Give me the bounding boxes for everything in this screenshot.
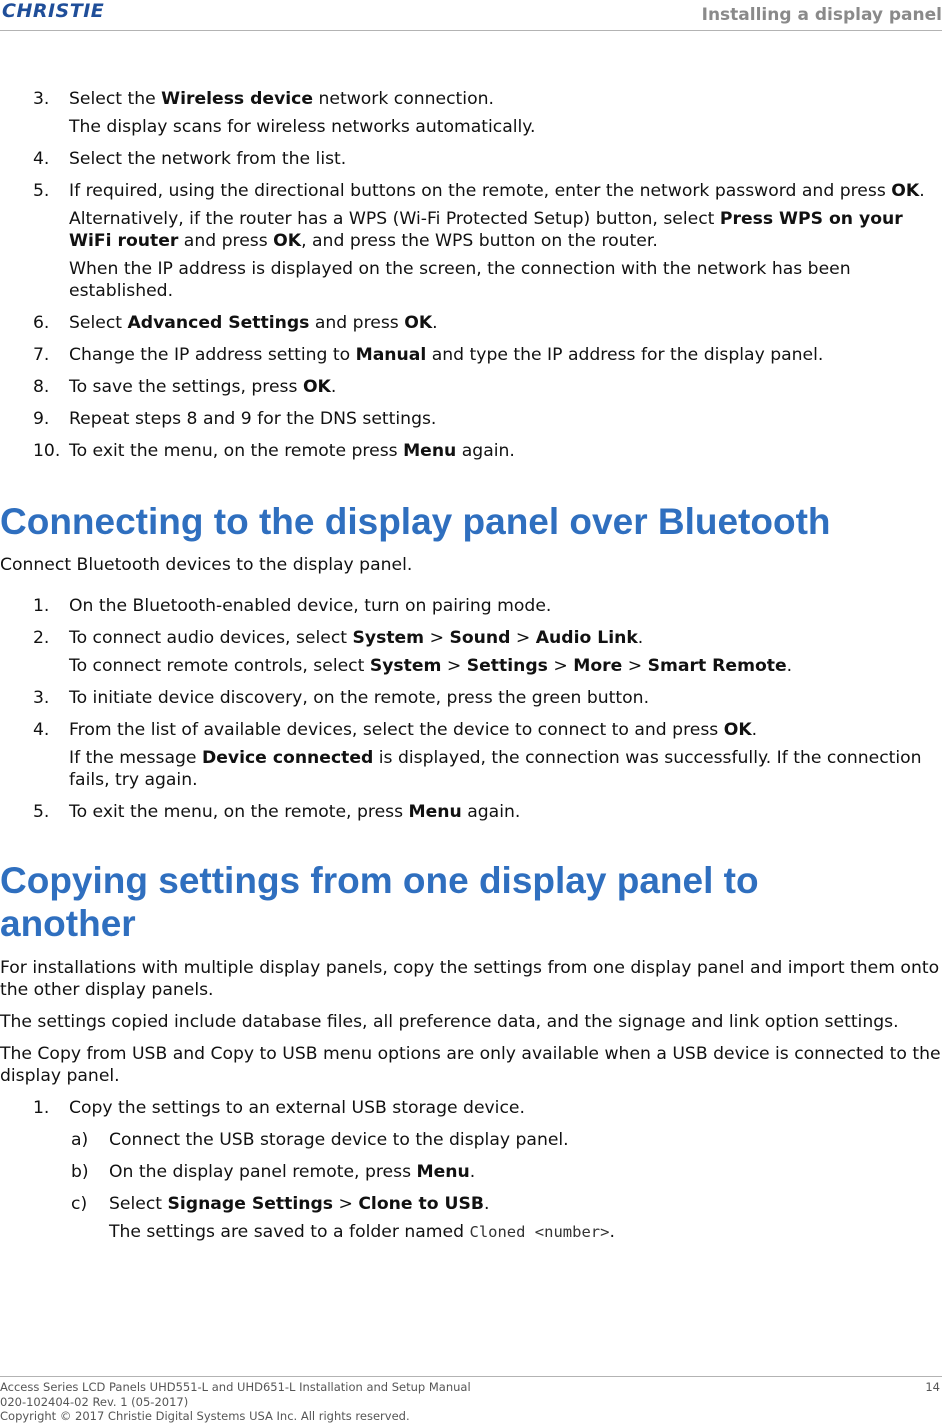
folder-name: Cloned <number>	[469, 1223, 610, 1241]
substep-letter: b)	[71, 1162, 89, 1182]
step-number: 3.	[33, 89, 50, 109]
copying-step-1c	[0, 1193, 942, 1215]
step-text: >	[332, 1194, 359, 1214]
ui-term: OK	[273, 231, 302, 251]
page-number: 14	[925, 1380, 940, 1394]
step-text: again.	[461, 802, 521, 822]
footer-copyright: Copyright © 2017 Christie Digital Systems USA Inc. All rights reserved.	[0, 1409, 410, 1423]
ui-term: Device connected	[201, 748, 374, 768]
header-title: Installing a display panel	[701, 5, 942, 25]
wifi-step-7	[0, 344, 942, 366]
wifi-step-5-note-ip: When the IP address is displayed on the screen, the connection with the network has been established.	[69, 259, 851, 301]
wifi-step-8	[0, 376, 942, 398]
copying-heading: Copying settings from one display panel to another	[0, 860, 759, 944]
step-number: 7.	[33, 345, 50, 365]
step-text: again.	[456, 441, 515, 461]
step-text: .	[330, 377, 337, 397]
step-text: >	[441, 656, 467, 676]
bluetooth-step-2-note	[0, 655, 942, 677]
bluetooth-step-4-note	[0, 747, 942, 791]
ui-term: Advanced Settings	[127, 313, 310, 333]
copying-step-1c-note	[0, 1221, 942, 1243]
copying-step-1	[0, 1097, 942, 1119]
bluetooth-step-5	[0, 801, 942, 823]
step-number: 4.	[33, 720, 50, 740]
bluetooth-heading: Connecting to the display panel over Bluetooth	[0, 501, 831, 542]
step-text: .	[609, 1222, 615, 1242]
wifi-step-3	[0, 88, 942, 110]
ui-term: OK	[891, 181, 920, 201]
step-text: To connect remote controls, select	[69, 656, 370, 676]
substep-letter: a)	[71, 1130, 89, 1150]
step-text: On the Bluetooth-enabled device, turn on pairing mode.	[69, 596, 552, 616]
step-text: is displayed, the connection was successfully. If the connection fails, try again.	[69, 748, 922, 790]
step-text: >	[424, 628, 450, 648]
wifi-step-3-note: The display scans for wireless networks automatically.	[69, 117, 536, 137]
step-number: 1.	[33, 1098, 50, 1118]
ui-term: Sound	[449, 628, 511, 648]
page-content	[0, 88, 942, 1253]
step-text: Repeat steps 8 and 9 for the DNS settings.	[69, 409, 437, 429]
step-number: 4.	[33, 149, 50, 169]
ui-term: Audio Link	[535, 628, 638, 648]
step-text: and type the IP address for the display panel.	[426, 345, 824, 365]
step-text: Select the	[69, 89, 162, 109]
ui-term: OK	[302, 377, 331, 397]
step-text: Select	[109, 1194, 168, 1214]
step-text: >	[510, 628, 536, 648]
copying-intro-p2: The settings copied include database files, all preference data, and the signage and link option settings.	[0, 1012, 899, 1032]
step-text: If the message	[69, 748, 202, 768]
step-number: 5.	[33, 802, 50, 822]
ui-term: Menu	[416, 1162, 470, 1182]
step-text: To exit the menu, on the remote, press	[69, 802, 409, 822]
ui-term: Clone to USB	[358, 1194, 484, 1214]
copying-intro-p1: For installations with multiple display panels, copy the settings from one display panel and import them onto the other display panels.	[0, 958, 940, 1000]
step-text: .	[469, 1162, 476, 1182]
step-text: To exit the menu, on the remote press	[69, 441, 404, 461]
step-text: >	[547, 656, 574, 676]
step-text: To initiate device discovery, on the remote, press the green button.	[69, 688, 650, 708]
wifi-step-4	[0, 148, 942, 170]
step-text: .	[483, 1194, 490, 1214]
ui-term: Press WPS on your WiFi router	[69, 209, 903, 251]
step-text: and press	[309, 313, 405, 333]
page-footer	[0, 1376, 942, 1424]
ui-term: OK	[723, 720, 752, 740]
ui-term: OK	[404, 313, 433, 333]
copying-intro-p3: The Copy from USB and Copy to USB menu options are only available when a USB device is connected to the display panel.	[0, 1044, 941, 1086]
step-text: network connection.	[313, 89, 494, 109]
bluetooth-step-1	[0, 595, 942, 617]
step-text: >	[622, 656, 648, 676]
substep-letter: c)	[71, 1194, 88, 1214]
ui-term: Signage Settings	[167, 1194, 333, 1214]
bluetooth-intro: Connect Bluetooth devices to the display panel.	[0, 555, 413, 575]
step-number: 9.	[33, 409, 50, 429]
step-text: Copy the settings to an external USB storage device.	[69, 1098, 525, 1118]
wifi-step-10	[0, 440, 942, 462]
step-number: 6.	[33, 313, 50, 333]
step-text: Change the IP address setting to	[69, 345, 356, 365]
copying-step-1b	[0, 1161, 942, 1183]
wifi-step-6	[0, 312, 942, 334]
bluetooth-step-2	[0, 627, 942, 649]
bluetooth-step-4	[0, 719, 942, 741]
step-number: 3.	[33, 688, 50, 708]
step-number: 8.	[33, 377, 50, 397]
step-text: Connect the USB storage device to the display panel.	[109, 1130, 569, 1150]
footer-manual-title: Access Series LCD Panels UHD551-L and UHD651-L Installation and Setup Manual	[0, 1380, 471, 1394]
step-number: 1.	[33, 596, 50, 616]
step-text: and press	[178, 231, 274, 251]
step-number: 5.	[33, 181, 50, 201]
step-text: .	[637, 628, 644, 648]
ui-term: System	[369, 656, 442, 676]
page-header	[0, 0, 942, 31]
ui-term: Settings	[466, 656, 548, 676]
ui-term: More	[573, 656, 623, 676]
step-text: .	[751, 720, 758, 740]
wifi-step-9	[0, 408, 942, 430]
step-text: Select the network from the list.	[69, 149, 347, 169]
step-text: .	[432, 313, 438, 333]
step-number: 2.	[33, 628, 50, 648]
ui-term: Menu	[403, 441, 457, 461]
ui-term: Smart Remote	[647, 656, 787, 676]
ui-term: System	[352, 628, 425, 648]
wifi-step-5	[0, 180, 942, 202]
ui-term: Menu	[408, 802, 462, 822]
ui-term: Manual	[355, 345, 427, 365]
step-text: To connect audio devices, select	[69, 628, 353, 648]
bluetooth-step-3	[0, 687, 942, 709]
step-text: .	[919, 181, 925, 201]
step-number: 10.	[33, 441, 61, 461]
christie-logo: CHRISTIE	[2, 0, 105, 22]
step-text: , and press the WPS button on the router.	[301, 231, 658, 251]
step-text: On the display panel remote, press	[109, 1162, 417, 1182]
wifi-step-5-note-wps	[0, 208, 942, 252]
footer-doc-number: 020-102404-02 Rev. 1 (05-2017)	[0, 1394, 189, 1409]
step-text: The settings are saved to a folder named	[109, 1222, 470, 1242]
ui-term: Wireless device	[161, 89, 314, 109]
step-text: If required, using the directional buttons on the remote, enter the network password and press	[69, 181, 892, 201]
copying-step-1a	[0, 1129, 942, 1151]
step-text: To save the settings, press	[69, 377, 303, 397]
step-text: Select	[69, 313, 128, 333]
step-text: .	[786, 656, 793, 676]
step-text: From the list of available devices, select the device to connect to and press	[69, 720, 724, 740]
step-text: Alternatively, if the router has a WPS (Wi-Fi Protected Setup) button, select	[69, 209, 720, 229]
